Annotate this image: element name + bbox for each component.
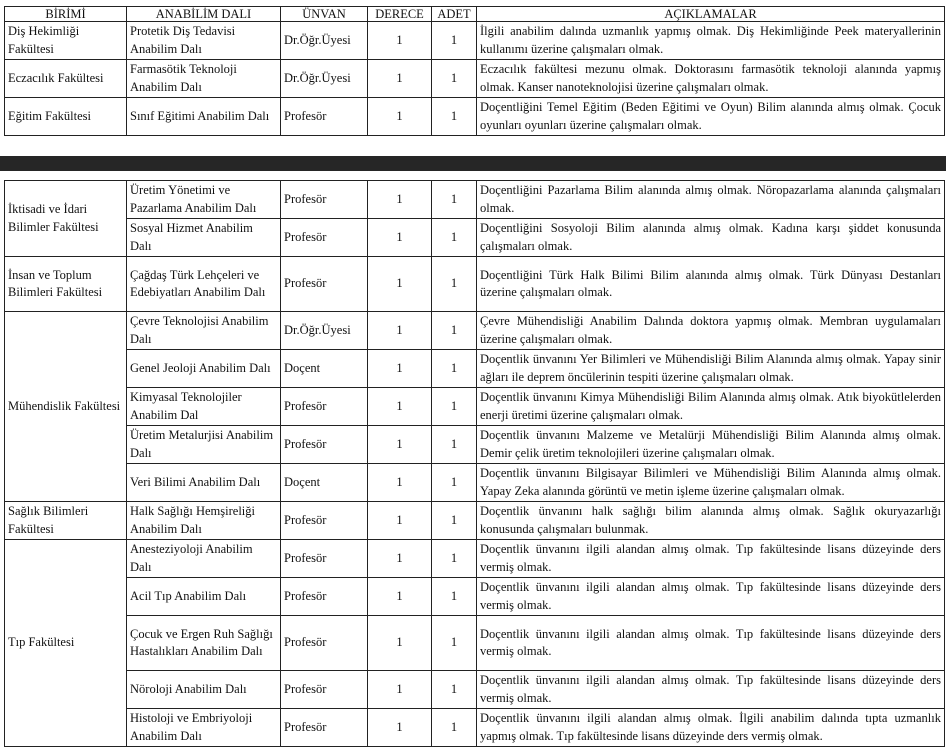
adet-cell: 1 [432,350,477,388]
adet-cell: 1 [432,616,477,671]
unvan-cell: Dr.Öğr.Üyesi [281,22,368,60]
adet-cell: 1 [432,540,477,578]
table-row [5,464,945,502]
anabilim-cell: Çağdaş Türk Lehçeleri ve Edebiyatları Anabilim Dalı [127,257,281,312]
aciklama-cell: Doçentlik ünvanını ilgili alandan almış olmak. İlgili anabilim dalında tıpta uzmanlık yapmış olmak. Tıp fakültesinde lisans düzeyinde ders vermiş olmak. [477,709,945,747]
adet-cell: 1 [432,181,477,219]
table-row [5,426,945,464]
anabilim-cell: Üretim Metalurjisi Anabilim Dalı [127,426,281,464]
birim-cell: Eğitim Fakültesi [5,98,127,136]
table-row [5,98,945,136]
unvan-cell: Profesör [281,426,368,464]
anabilim-cell: Protetik Diş Tedavisi Anabilim Dalı [127,22,281,60]
anabilim-cell: Halk Sağlığı Hemşireliği Anabilim Dalı [127,502,281,540]
table-row [5,350,945,388]
aciklama-cell: Doçentlik ünvanını halk sağlığı bilim alanında almış olmak. Sağlık okuryazarlığı konusunda çalışmaları bulunmak. [477,502,945,540]
table-row [5,502,945,540]
table-row [5,219,945,257]
adet-cell: 1 [432,312,477,350]
anabilim-cell: Acil Tıp Anabilim Dalı [127,578,281,616]
derece-cell: 1 [368,388,432,426]
adet-cell: 1 [432,709,477,747]
anabilim-cell: Farmasötik Teknoloji Anabilim Dalı [127,60,281,98]
derece-cell: 1 [368,426,432,464]
table-row [5,388,945,426]
aciklama-cell: Doçentlik ünvanını Kimya Mühendisliği Bilim Alanında almış olmak. Atık biyokütlelerden enerji üretimi üzerine çalışmaları olmak. [477,388,945,426]
adet-cell: 1 [432,257,477,312]
aciklama-cell: Eczacılık fakültesi mezunu olmak. Doktorasını farmasötik teknoloji alanında yapmış olmak. Kanser nanoteknolojisi üzerine çalışmaları olmak. [477,60,945,98]
adet-cell: 1 [432,464,477,502]
aciklama-cell: Doçentliğini Türk Halk Bilimi Bilim alanında almış olmak. Türk Dünyası Destanları üzerine çalışmaları olmak. [477,257,945,312]
header-anabilim: ANABİLİM DALI [127,7,281,22]
unvan-cell: Profesör [281,98,368,136]
table-row [5,709,945,747]
unvan-cell: Doçent [281,350,368,388]
birim-cell: Sağlık Bilimleri Fakültesi [5,502,127,540]
unvan-cell: Profesör [281,502,368,540]
aciklama-cell: Doçentliğini Temel Eğitim (Beden Eğitimi ve Oyun) Bilim alanında almış olmak. Çocuk oyunları oyunları üzerine çalışmaları olmak. [477,98,945,136]
header-adet: ADET [432,7,477,22]
aciklama-cell: Doçentliğini Sosyoloji Bilim alanında almış olmak. Kadına karşı şiddet konusunda çalışmaları olmak. [477,219,945,257]
aciklama-cell: Doçentlik ünvanını ilgili alandan almış olmak. Tıp fakültesinde lisans düzeyinde ders vermiş olmak. [477,578,945,616]
table-row [5,578,945,616]
birim-cell: Tıp Fakültesi [5,540,127,747]
unvan-cell: Dr.Öğr.Üyesi [281,312,368,350]
anabilim-cell: Sosyal Hizmet Anabilim Dalı [127,219,281,257]
adet-cell: 1 [432,578,477,616]
anabilim-cell: Veri Bilimi Anabilim Dalı [127,464,281,502]
derece-cell: 1 [368,540,432,578]
adet-cell: 1 [432,219,477,257]
aciklama-cell: Doçentlik ünvanını ilgili alandan almış olmak. Tıp fakültesinde lisans düzeyinde ders vermiş olmak. [477,616,945,671]
table-row [5,60,945,98]
unvan-cell: Profesör [281,181,368,219]
header-derece: DERECE [368,7,432,22]
adet-cell: 1 [432,388,477,426]
unvan-cell: Profesör [281,709,368,747]
derece-cell: 1 [368,671,432,709]
unvan-cell: Dr.Öğr.Üyesi [281,60,368,98]
table-row [5,257,945,312]
birim-cell: Diş Hekimliği Fakültesi [5,22,127,60]
unvan-cell: Profesör [281,388,368,426]
table-row [5,181,945,219]
aciklama-cell: Doçentlik ünvanını Malzeme ve Metalürji Mühendisliği Bilim Alanında almış olmak. Demir çelik üretim teknolojileri üzerine çalışmaları olmak. [477,426,945,464]
adet-cell: 1 [432,671,477,709]
derece-cell: 1 [368,312,432,350]
header-aciklama: AÇIKLAMALAR [477,7,945,22]
derece-cell: 1 [368,181,432,219]
unvan-cell: Profesör [281,540,368,578]
table-row [5,616,945,671]
table-row [5,312,945,350]
table-header [5,7,945,22]
derece-cell: 1 [368,22,432,60]
anabilim-cell: Histoloji ve Embriyoloji Anabilim Dalı [127,709,281,747]
derece-cell: 1 [368,98,432,136]
anabilim-cell: Kimyasal Teknolojiler Anabilim Dal [127,388,281,426]
anabilim-cell: Çevre Teknolojisi Anabilim Dalı [127,312,281,350]
header-birim: BİRİMİ [5,7,127,22]
aciklama-cell: Çevre Mühendisliği Anabilim Dalında doktora yapmış olmak. Membran uygulamaları üzerine çalışmaları olmak. [477,312,945,350]
derece-cell: 1 [368,578,432,616]
adet-cell: 1 [432,502,477,540]
aciklama-cell: Doçentlik ünvanını ilgili alandan almış olmak. Tıp fakültesinde lisans düzeyinde ders vermiş olmak. [477,540,945,578]
aciklama-cell: Doçentliğini Pazarlama Bilim alanında almış olmak. Nöropazarlama alanında çalışmaları olmak. [477,181,945,219]
derece-cell: 1 [368,219,432,257]
anabilim-cell: Anesteziyoloji Anabilim Dalı [127,540,281,578]
derece-cell: 1 [368,60,432,98]
birim-cell: Eczacılık Fakültesi [5,60,127,98]
anabilim-cell: Üretim Yönetimi ve Pazarlama Anabilim Dalı [127,181,281,219]
adet-cell: 1 [432,60,477,98]
derece-cell: 1 [368,257,432,312]
table-row [5,22,945,60]
table-row [5,671,945,709]
unvan-cell: Doçent [281,464,368,502]
anabilim-cell: Genel Jeoloji Anabilim Dalı [127,350,281,388]
aciklama-cell: Doçentlik ünvanını Yer Bilimleri ve Mühendisliği Bilim Alanında almış olmak. Yapay sinir ağları ile deprem öncülerinin tespiti üzerine çalışmaları olmak. [477,350,945,388]
unvan-cell: Profesör [281,616,368,671]
header-unvan: ÜNVAN [281,7,368,22]
adet-cell: 1 [432,98,477,136]
aciklama-cell: Doçentlik ünvanını ilgili alandan almış olmak. Tıp fakültesinde lisans düzeyinde ders vermiş olmak. [477,671,945,709]
adet-cell: 1 [432,426,477,464]
birim-cell: Mühendislik Fakültesi [5,312,127,502]
aciklama-cell: Doçentlik ünvanını Bilgisayar Bilimleri ve Mühendisliği Bilim Alanında almış olmak. Yapay Zeka alanında görüntü ve metin işleme üzerine çalışmaları olmak. [477,464,945,502]
positions-table-bottom [4,180,945,747]
aciklama-cell: İlgili anabilim dalında uzmanlık yapmış olmak. Diş Hekimliğinde Peek materyallerinin kullanımı üzerine çalışmaları olmak. [477,22,945,60]
page-separator-bar [0,156,946,171]
derece-cell: 1 [368,709,432,747]
anabilim-cell: Sınıf Eğitimi Anabilim Dalı [127,98,281,136]
derece-cell: 1 [368,502,432,540]
derece-cell: 1 [368,350,432,388]
unvan-cell: Profesör [281,578,368,616]
derece-cell: 1 [368,616,432,671]
birim-cell: İnsan ve Toplum Bilimleri Fakültesi [5,257,127,312]
table-row [5,540,945,578]
unvan-cell: Profesör [281,257,368,312]
unvan-cell: Profesör [281,671,368,709]
birim-cell: İktisadi ve İdari Bilimler Fakültesi [5,181,127,257]
unvan-cell: Profesör [281,219,368,257]
anabilim-cell: Çocuk ve Ergen Ruh Sağlığı Hastalıkları Anabilim Dalı [127,616,281,671]
positions-table-top [4,6,945,136]
adet-cell: 1 [432,22,477,60]
anabilim-cell: Nöroloji Anabilim Dalı [127,671,281,709]
derece-cell: 1 [368,464,432,502]
